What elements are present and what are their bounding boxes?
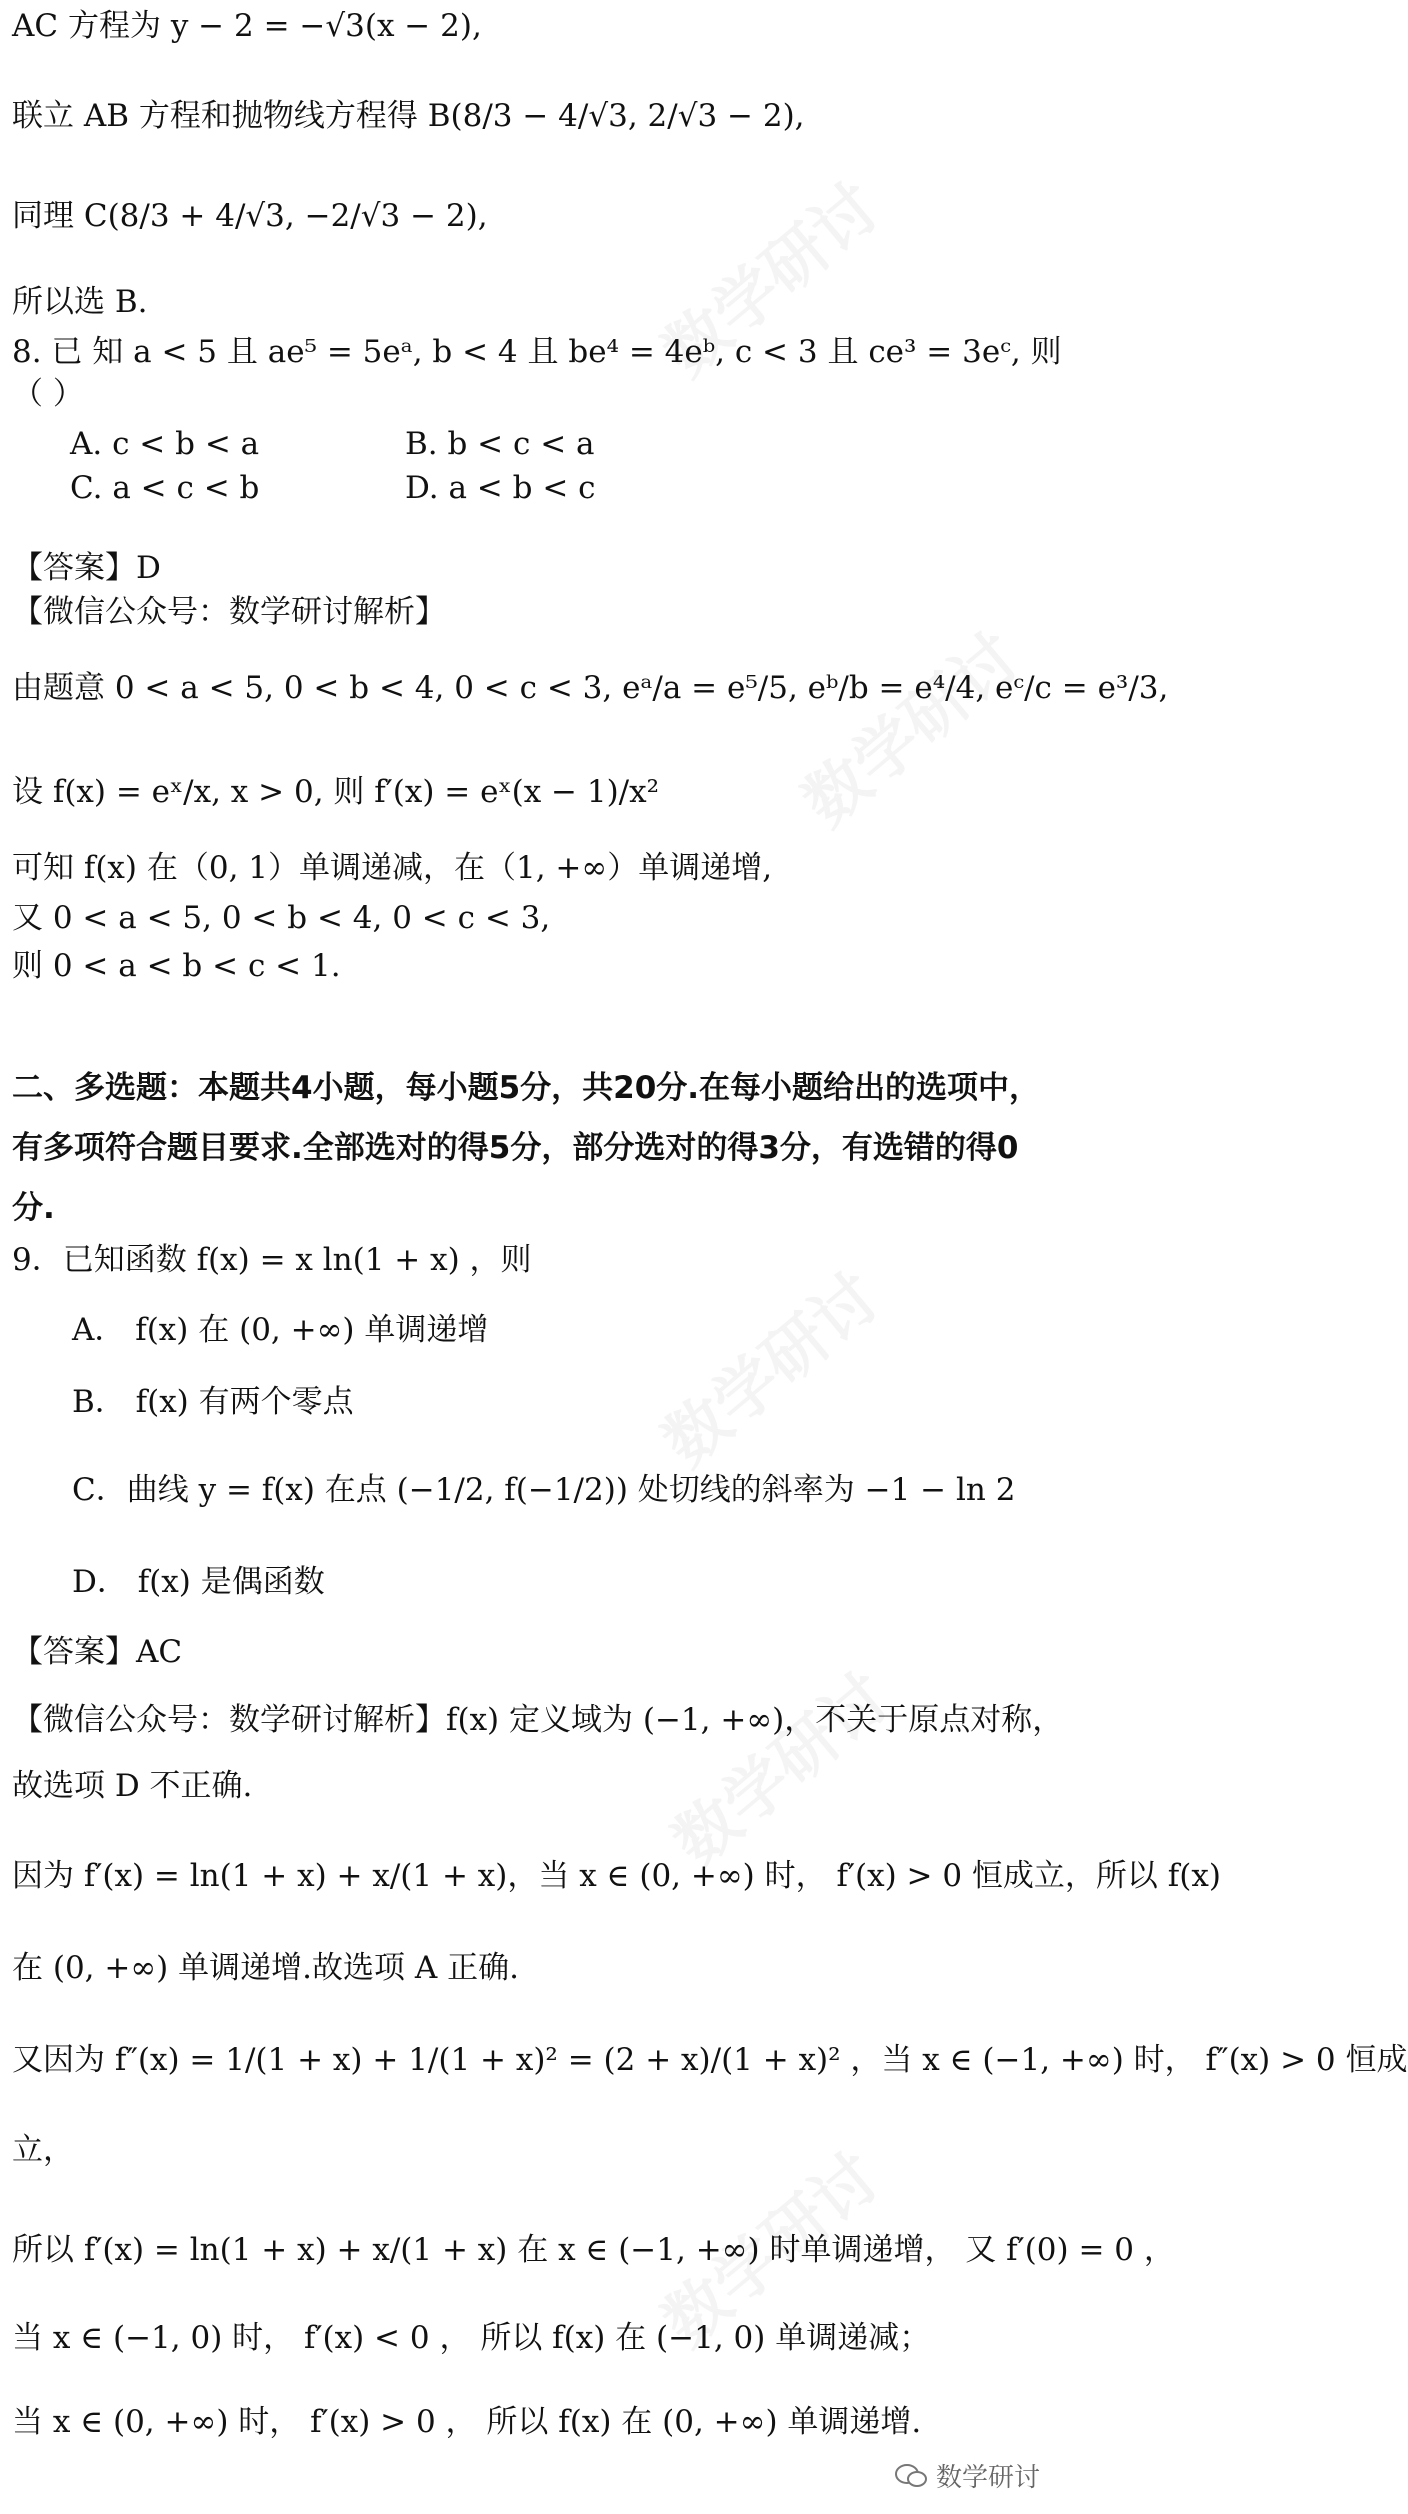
section-heading: 有多项符合题目要求.全部选对的得5分，部分选对的得3分，有选错的得0 (12, 1130, 1019, 1166)
option-b: B． f(x) 有两个零点 (72, 1384, 354, 1420)
source-note: 【微信公众号：数学研讨解析】 (12, 594, 446, 630)
section-heading: 分. (12, 1190, 55, 1226)
solution-line: 设 f(x) = eˣ/x, x > 0, 则 f′(x) = eˣ(x − 1)/x² (12, 774, 660, 810)
wechat-icon (894, 2463, 928, 2489)
solution-line: 又 0 < a < 5, 0 < b < 4, 0 < c < 3, (12, 900, 551, 936)
section-heading: 二、多选题：本题共4小题，每小题5分，共20分.在每小题给出的选项中， (12, 1070, 1041, 1106)
text-line: 同理 C(8/3 + 4/√3, −2/√3 − 2), (12, 198, 488, 234)
solution-line: 当 x ∈ (0, +∞) 时， f′(x) > 0 ， 所以 f(x) 在 (0, +∞) 单调递增. (12, 2404, 922, 2440)
solution-line: 因为 f′(x) = ln(1 + x) + x/(1 + x)，当 x ∈ (0, +∞) 时， f′(x) > 0 恒成立，所以 f(x) (12, 1858, 1221, 1894)
option-c: C．曲线 y = f(x) 在点 (−1/2, f(−1/2)) 处切线的斜率为 −1 − ln 2 (72, 1472, 1016, 1508)
option-a: A. c < b < a (70, 426, 260, 462)
answer: 【答案】AC (12, 1634, 183, 1670)
option-a: A． f(x) 在 (0, +∞) 单调递增 (72, 1312, 489, 1348)
solution-line: 又因为 f″(x) = 1/(1 + x) + 1/(1 + x)² = (2 + x)/(1 + x)² ，当 x ∈ (−1, +∞) 时， f″(x) > 0 恒成 (12, 2042, 1408, 2078)
option-d: D. a < b < c (405, 470, 596, 506)
option-c: C. a < c < b (70, 470, 260, 506)
solution-line: 故选项 D 不正确. (12, 1768, 253, 1804)
text-line: 联立 AB 方程和抛物线方程得 B(8/3 − 4/√3, 2/√3 − 2), (12, 98, 805, 134)
solution-line: 【微信公众号：数学研讨解析】f(x) 定义域为 (−1, +∞)，不关于原点对称， (12, 1702, 1064, 1738)
option-d: D． f(x) 是偶函数 (72, 1564, 325, 1600)
solution-line: 立， (12, 2132, 74, 2168)
text-line: AC 方程为 y − 2 = −√3(x − 2), (12, 8, 482, 44)
option-b: B. b < c < a (405, 426, 595, 462)
solution-line: 可知 f(x) 在（0, 1）单调递减，在（1, +∞）单调递增, (12, 850, 773, 886)
question-9: 9．已知函数 f(x) = x ln(1 + x) ，则 (12, 1242, 532, 1278)
solution-line: 在 (0, +∞) 单调递增.故选项 A 正确. (12, 1950, 519, 1986)
solution-line: 则 0 < a < b < c < 1. (12, 948, 341, 984)
brand-logo (894, 2457, 1040, 2494)
solution-line: 所以 f′(x) = ln(1 + x) + x/(1 + x) 在 x ∈ (−1, +∞) 时单调递增， 又 f′(0) = 0 ， (12, 2232, 1175, 2268)
watermark (640, 1248, 895, 1483)
answer: 【答案】D (12, 550, 161, 586)
text-line: 所以选 B. (12, 284, 148, 320)
brand-name: 数学研讨 (935, 2463, 1040, 2493)
question-8: 8. 已 知 a < 5 且 ae⁵ = 5eᵃ, b < 4 且 be⁴ = 4eᵇ, c < 3 且 ce³ = 3eᶜ, 则 (12, 334, 1062, 370)
question-8-blank: （ ） (12, 376, 84, 412)
solution-line: 由题意 0 < a < 5, 0 < b < 4, 0 < c < 3, eᵃ/a = e⁵/5, eᵇ/b = e⁴/4, eᶜ/c = e³/3, (12, 670, 1169, 706)
solution-line: 当 x ∈ (−1, 0) 时， f′(x) < 0 ， 所以 f(x) 在 (−1, 0) 单调递减； (12, 2320, 931, 2356)
